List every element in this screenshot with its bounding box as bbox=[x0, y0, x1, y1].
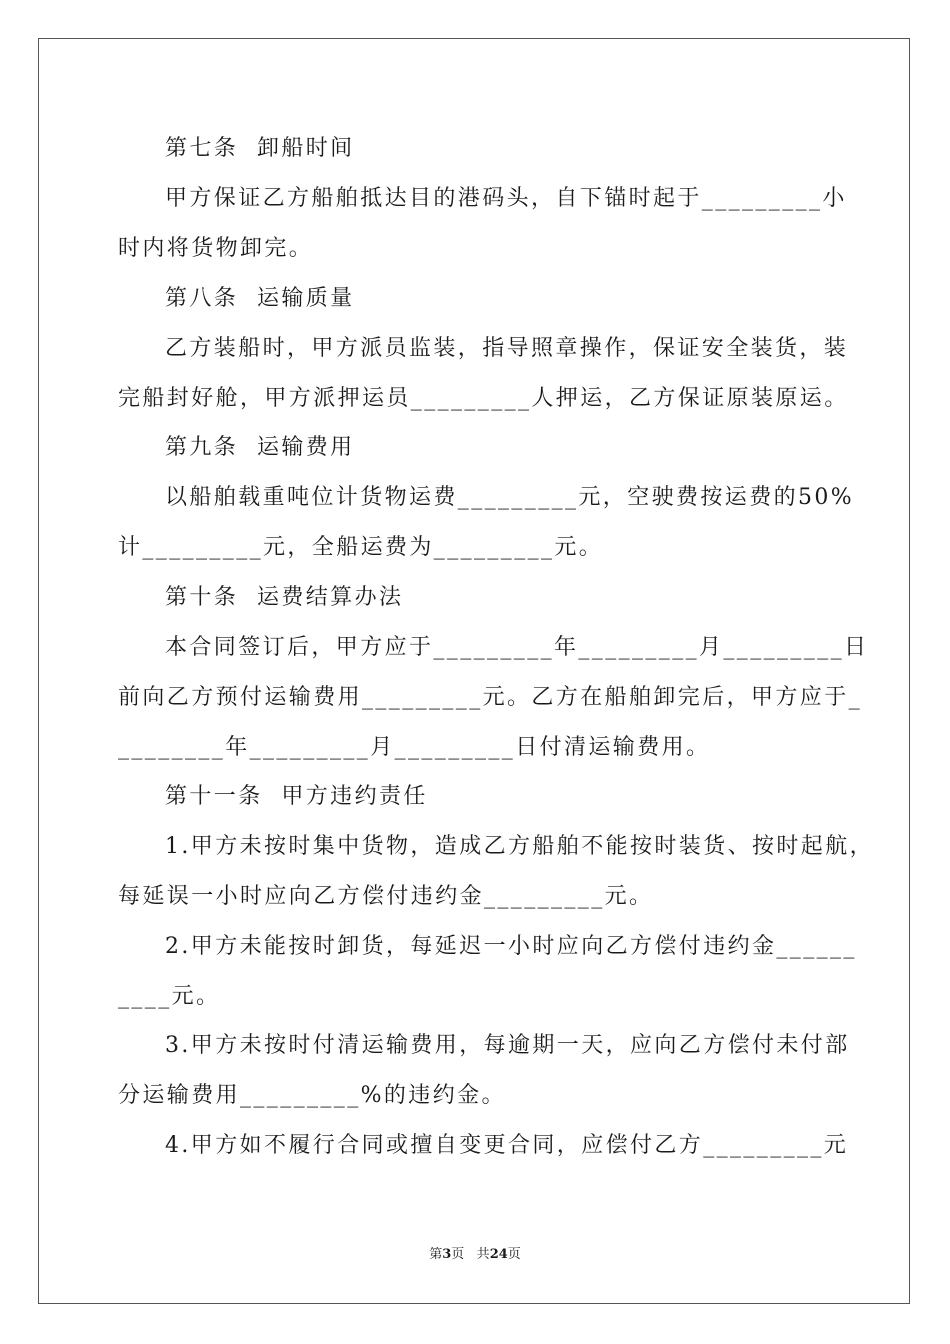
article-11-clause-2-cont: ____元。 bbox=[118, 984, 221, 1009]
page-footer bbox=[0, 1246, 950, 1264]
page-prefix: 第 bbox=[429, 1247, 443, 1262]
article-7-text-line: 时内将货物卸完。 bbox=[118, 236, 314, 261]
article-11-clause-4: 4.甲方如不履行合同或擅自变更合同，应偿付乙方_________元 bbox=[165, 1133, 849, 1158]
article-10-text-line: 前向乙方预付运输费用_________元。乙方在船舶卸完后，甲方应于_ bbox=[118, 685, 863, 710]
page-number: 3 bbox=[442, 1247, 452, 1262]
article-10-text-line: 本合同签订后，甲方应于_________年_________月_________日 bbox=[165, 635, 869, 660]
total-suffix: 页 bbox=[507, 1247, 521, 1262]
article-11-clause-2: 2.甲方未能按时卸货，每延迟一小时应向乙方偿付违约金______ bbox=[165, 934, 857, 959]
article-11-clause-1: 1.甲方未按时集中货物，造成乙方船舶不能按时装货、按时起航， bbox=[165, 834, 874, 859]
total-pages: 24 bbox=[489, 1247, 508, 1262]
page-suffix: 页 bbox=[451, 1247, 465, 1262]
article-8-text-line: 乙方装船时，甲方派员监装，指导照章操作，保证安全装货，装 bbox=[165, 336, 849, 361]
article-8-heading: 第八条 运输质量 bbox=[165, 286, 355, 311]
article-9-heading: 第九条 运输费用 bbox=[165, 435, 355, 460]
article-10-heading: 第十条 运费结算办法 bbox=[165, 585, 404, 610]
article-11-clause-3: 3.甲方未按时付清运输费用，每逾期一天，应向乙方偿付未付部 bbox=[165, 1033, 850, 1058]
article-11-clause-3-cont: 分运输费用_________%的违约金。 bbox=[118, 1083, 506, 1108]
article-7-text-line: 甲方保证乙方船舶抵达目的港码头，自下锚时起于_________小 bbox=[165, 186, 847, 211]
article-11-heading: 第十一条 甲方违约责任 bbox=[165, 784, 428, 809]
total-prefix: 共 bbox=[476, 1247, 490, 1262]
article-7-heading: 第七条 卸船时间 bbox=[165, 136, 355, 161]
article-9-text-line: 计_________元，全船运费为_________元。 bbox=[118, 535, 604, 560]
article-8-text-line: 完船封好舱，甲方派押运员_________人押运，乙方保证原装原运。 bbox=[118, 386, 849, 411]
article-11-clause-1-cont: 每延误一小时应向乙方偿付违约金_________元。 bbox=[118, 884, 654, 909]
page-border bbox=[38, 38, 910, 1304]
article-10-text-line: ________年_________月_________日付清运输费用。 bbox=[118, 735, 711, 760]
article-9-text-line: 以船舶载重吨位计货物运费_________元，空驶费按运费的50% bbox=[165, 485, 855, 510]
